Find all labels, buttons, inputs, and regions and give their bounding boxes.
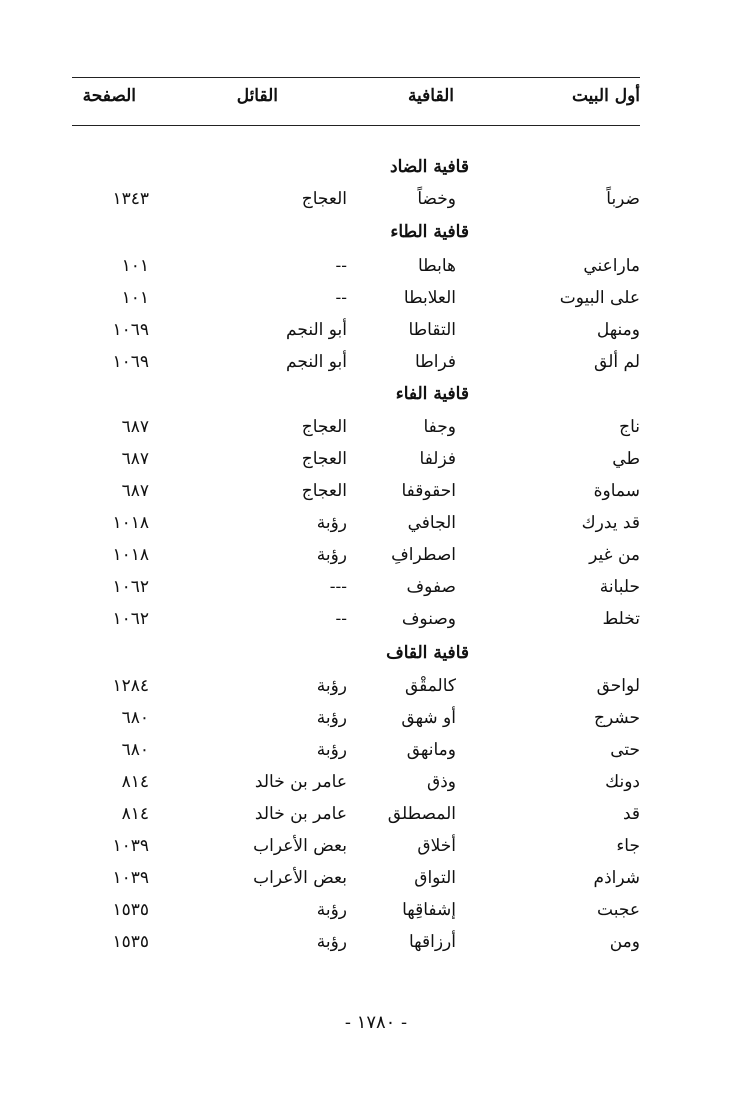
speaker-cell: -- — [335, 256, 347, 276]
table-row — [0, 735, 752, 765]
rhyme-cell: وخضاً — [417, 189, 456, 209]
rhyme-cell: هابطا — [417, 256, 456, 276]
page-cell: ٦٨٠ — [121, 708, 149, 728]
first-verse-cell: ماراعني — [583, 256, 640, 276]
section-title: قافية الضاد — [390, 157, 469, 177]
table-row — [0, 895, 752, 925]
speaker-cell: عامر بن خالد — [254, 772, 347, 792]
speaker-cell: -- — [335, 288, 347, 308]
page-cell: ٦٨٧ — [121, 417, 149, 437]
first-verse-cell: ومنهل — [596, 320, 640, 340]
speaker-cell: رؤبة — [316, 708, 347, 728]
rhyme-cell: اصطرافِ — [391, 545, 456, 565]
rhyme-cell: فزلفا — [419, 449, 456, 469]
first-verse-cell: طي — [612, 449, 640, 469]
table-row — [0, 799, 752, 829]
page-cell: ٨١٤ — [121, 772, 149, 792]
speaker-cell: --- — [329, 577, 347, 597]
first-verse-cell: لواحق — [596, 676, 640, 696]
table-row — [0, 508, 752, 538]
table-row — [0, 444, 752, 474]
page-cell: ١٠٣٩ — [112, 836, 149, 856]
first-verse-cell: لم ألق — [594, 352, 640, 372]
speaker-cell: رؤبة — [316, 900, 347, 920]
page-cell: ١٠١ — [121, 256, 149, 276]
page-cell: ٦٨٧ — [121, 481, 149, 501]
rhyme-cell: إشفاقِها — [402, 900, 456, 920]
table-row — [0, 476, 752, 506]
rhyme-cell: وجفا — [423, 417, 456, 437]
speaker-cell: العجاج — [301, 417, 347, 437]
rhyme-cell: أو شهق — [401, 708, 456, 728]
first-verse-cell: جاء — [616, 836, 640, 856]
rhyme-cell: ومانهق — [406, 740, 456, 760]
column-header-first-verse: أول البيت — [571, 86, 640, 106]
table-row — [0, 703, 752, 733]
first-verse-cell: شراذم — [593, 868, 640, 888]
first-verse-cell: ضرباً — [606, 189, 640, 209]
column-header-rhyme: القافية — [407, 86, 454, 106]
table-row — [0, 604, 752, 634]
page-cell: ١٥٣٥ — [112, 900, 149, 920]
table-row — [0, 347, 752, 377]
rhyme-cell: التقاطا — [408, 320, 456, 340]
speaker-cell: العجاج — [301, 481, 347, 501]
first-verse-cell: على البيوت — [559, 288, 640, 308]
first-verse-cell: حلبانة — [599, 577, 640, 597]
page-cell: ١٠٦٩ — [112, 352, 149, 372]
first-verse-cell: ومن — [609, 932, 640, 952]
first-verse-cell: قد يدرك — [581, 513, 640, 533]
section-title: قافية الفاء — [395, 384, 469, 404]
speaker-cell: بعض الأعراب — [253, 836, 347, 856]
page-cell: ١٠٣٩ — [112, 868, 149, 888]
page-cell: ١٣٤٣ — [112, 189, 149, 209]
first-verse-cell: دونك — [605, 772, 640, 792]
section-title: قافية الطاء — [390, 222, 469, 242]
page-cell: ١٠١٨ — [112, 545, 149, 565]
speaker-cell: عامر بن خالد — [254, 804, 347, 824]
speaker-cell: رؤبة — [316, 545, 347, 565]
speaker-cell: أبو النجم — [286, 320, 347, 340]
table-row — [0, 315, 752, 345]
speaker-cell: العجاج — [301, 449, 347, 469]
page-cell: ١٥٣٥ — [112, 932, 149, 952]
section-title: قافية القاف — [386, 643, 469, 663]
first-verse-cell: حشرج — [593, 708, 640, 728]
page-cell: ٦٨٠ — [121, 740, 149, 760]
first-verse-cell: تخلط — [602, 609, 640, 629]
first-verse-cell: عجبت — [597, 900, 640, 920]
speaker-cell: رؤبة — [316, 740, 347, 760]
rhyme-cell: أرزاقها — [408, 932, 456, 952]
speaker-cell: أبو النجم — [286, 352, 347, 372]
rhyme-cell: صفوف — [406, 577, 456, 597]
page-number: - ١٧٨٠ - — [344, 1012, 408, 1033]
page-cell: ٦٨٧ — [121, 449, 149, 469]
rhyme-cell: المصطلق — [387, 804, 456, 824]
page-cell: ١٠٦٩ — [112, 320, 149, 340]
column-header-page: الصفحة — [82, 86, 136, 106]
rhyme-cell: كالمقْق — [404, 676, 456, 696]
table-row — [0, 412, 752, 442]
speaker-cell: العجاج — [301, 189, 347, 209]
first-verse-cell: ناج — [619, 417, 640, 437]
table-row — [0, 767, 752, 797]
column-header-speaker: القائل — [236, 86, 278, 106]
rhyme-cell: وصنوف — [401, 609, 456, 629]
first-verse-cell: حتى — [610, 740, 640, 760]
page-cell: ١٢٨٤ — [112, 676, 149, 696]
page-cell: ١٠١٨ — [112, 513, 149, 533]
table-row — [0, 184, 752, 214]
rhyme-cell: احقوقفا — [401, 481, 456, 501]
table-row — [0, 540, 752, 570]
table-row — [0, 572, 752, 602]
table-row — [0, 283, 752, 313]
page-cell: ١٠٦٢ — [112, 577, 149, 597]
rhyme-cell: العلابطا — [403, 288, 456, 308]
table-row — [0, 927, 752, 957]
table-row — [0, 831, 752, 861]
first-verse-cell: قد — [622, 804, 640, 824]
page-cell: ٨١٤ — [121, 804, 149, 824]
rhyme-cell: وذق — [427, 772, 456, 792]
speaker-cell: رؤبة — [316, 676, 347, 696]
page-cell: ١٠١ — [121, 288, 149, 308]
first-verse-cell: سماوة — [593, 481, 640, 501]
page-cell: ١٠٦٢ — [112, 609, 149, 629]
rhyme-cell: فراطا — [415, 352, 456, 372]
table-row — [0, 671, 752, 701]
table-row — [0, 251, 752, 281]
rhyme-cell: التواق — [414, 868, 456, 888]
speaker-cell: رؤبة — [316, 932, 347, 952]
table-row — [0, 863, 752, 893]
speaker-cell: رؤبة — [316, 513, 347, 533]
speaker-cell: بعض الأعراب — [253, 868, 347, 888]
rhyme-cell: الجافي — [407, 513, 456, 533]
speaker-cell: -- — [335, 609, 347, 629]
rhyme-cell: أخلاق — [417, 836, 456, 856]
first-verse-cell: من غير — [589, 545, 640, 565]
